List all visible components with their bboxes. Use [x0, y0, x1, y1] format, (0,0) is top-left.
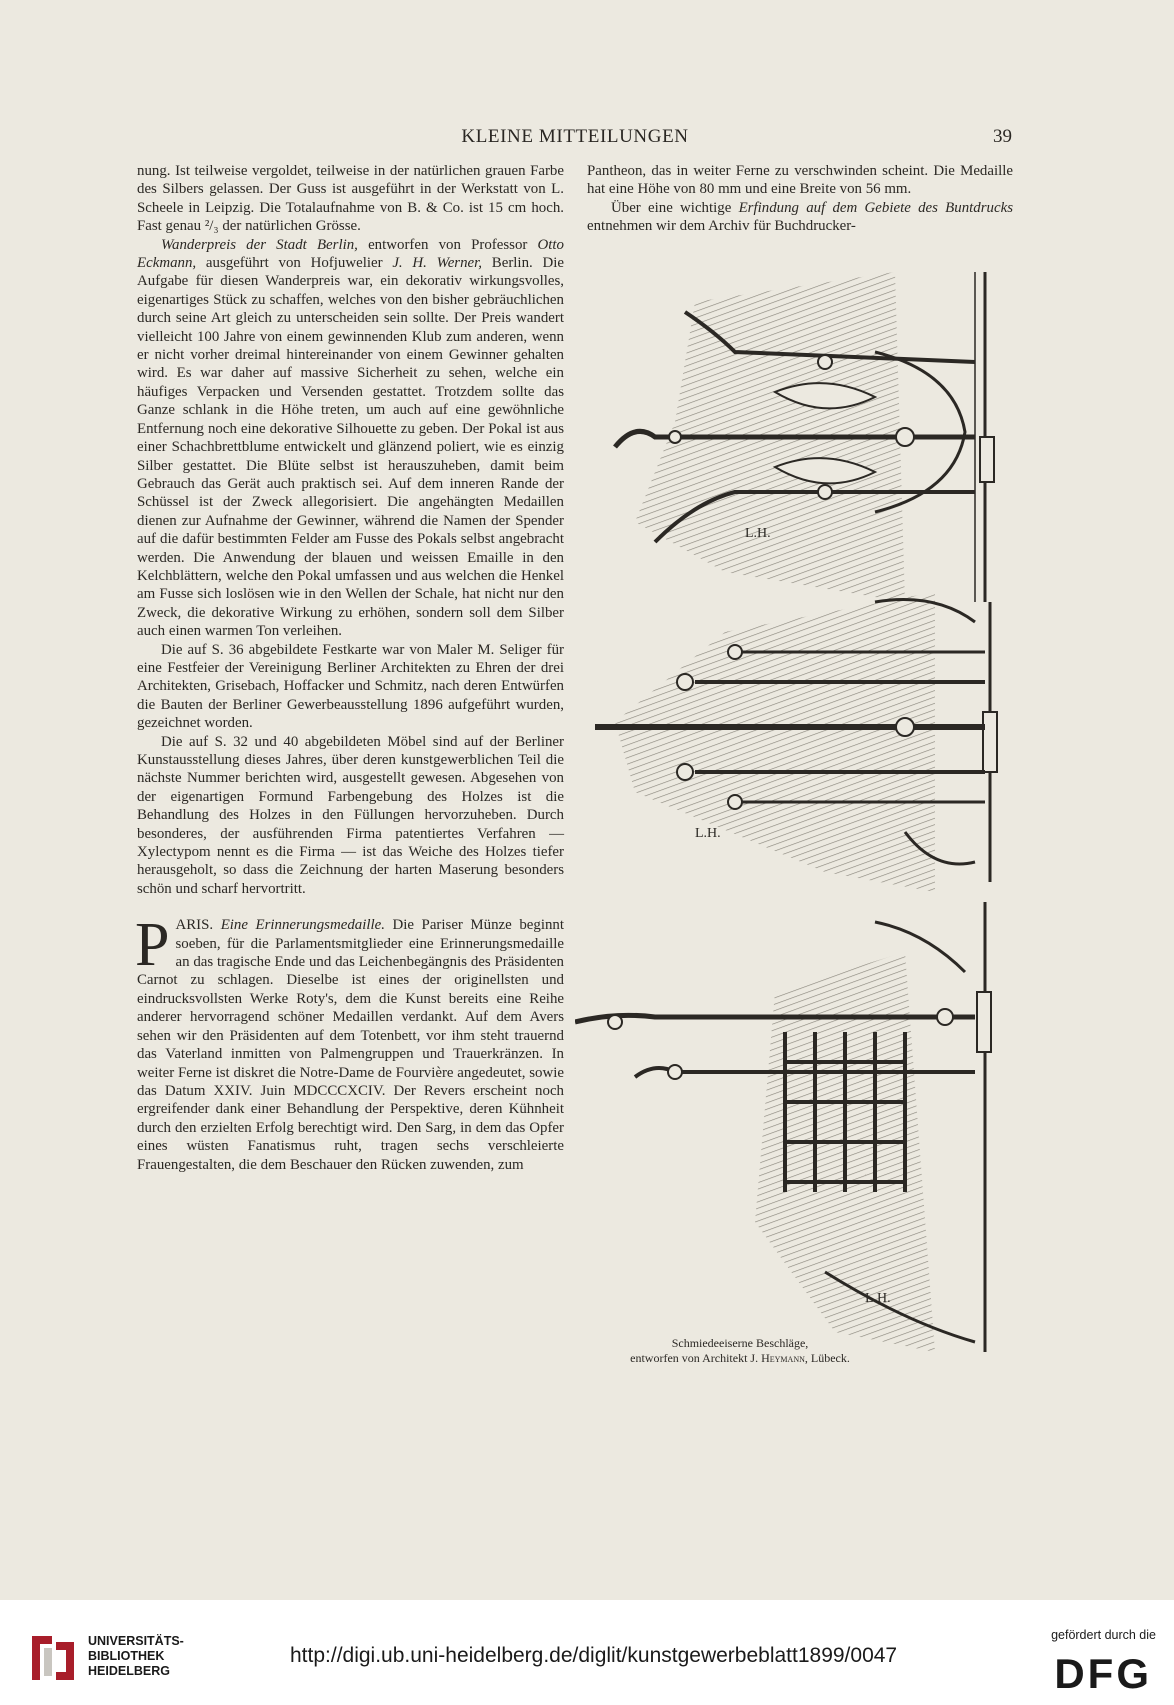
invention-title: Erfindung auf dem Gebiete des Buntdrucks — [738, 199, 1013, 216]
library-line-2: BIBLIOTHEK — [88, 1649, 165, 1663]
hinge-2 — [595, 592, 997, 892]
university-library-logo-icon — [28, 1632, 78, 1684]
figure-caption — [575, 1336, 905, 1366]
caption-line-1: Schmiedeeiserne Beschläge, — [671, 1336, 809, 1350]
text-span: Die Pariser Münze beginnt soeben, für die Parlamentsmitglieder eine Erinnerungsmedaille an das tragische Ende und das Leichenbegängnis des Präsidenten Carnot zu schlagen. Dieselbe ist eines der originellsten und eindrucksvollsten Werke Roty's, dem die Kunst bereits eine Reihe anderer hervorragend schöner Medaillen verdankt. Auf dem Avers sehen wir den Präsidenten auf dem Totenbett, vor ihm steht trauernd das Vaterland inmitten von Palmengruppen und Trauerkränzen. In weiter Ferne ist diskret die Notre-Dame de Fourvière angedeutet, sowie das Datum XXIV. Juin MDCCCXCIV. Der Revers erscheint noch ergreifender dank einer Behandlung der Perspektive, deren Kühnheit durch den erzielten Erfolg berechtigt wird. Den Sarg, in dem das Opfer eines wüsten Fanatismus ruht, tragen sechs verschleierte Frauengestalten, die dem Beschauer den Rücken zuwenden, zum — [137, 917, 564, 1173]
running-header — [130, 126, 1020, 152]
svg-text:L.H.: L.H. — [865, 1291, 891, 1306]
text-span: entnehmen wir dem Archiv für Buchdrucker- — [587, 218, 856, 235]
designer-name: Otto Eckmann, — [137, 236, 564, 272]
paragraph-festkarte: Die auf S. 36 abgebildete Festkarte war von Maler M. Seliger für eine Festfeier der Vereinigung Berliner Architekten zu Ehren der drei Architekten, Grisebach, Hoffacker und Schmitz, nach deren Entwürfen die Bauten der Berliner Gewerbeausstellung 1896 aufgeführt wurden, gezeichnet worden. — [137, 641, 564, 732]
text-span: Über eine wichtige — [611, 199, 739, 216]
paris-heading: ARIS. — [175, 917, 214, 934]
drop-cap: P — [135, 911, 170, 980]
text-span: Berlin. Die Aufgabe für diesen Wanderpreis war, ein dekorativ wirkungsvolles, eigenartiges Stück zu schaffen, welches von den bisher gebräuchlichen durch seine Art gleich zu unterscheiden sein sollte. Der Preis wandert vielleicht 100 Jahre von einem gewinnenden Klub zum anderen, wenn er nicht vorher dreimal hintereinander von einem Gewinner gehalten wird. Es war daher auf massive Sicherheit zu sehen, welche ein häufiges Verpacken und Versenden gestattet. Trotzdem sollte das Ganze schlank in die Höhe treten, um auch auf eine gewöhnliche Entfernung noch eine dekorative Silhouette zu geben. Der Pokal ist aus einer Schachbrettblume entwickelt und glänzend poliert, wie es einzig Silber gestattet. Die Blüte selbst ist herauszuheben, damit beim Gebrauch das Gerät auch praktisch sei. Auf dem inneren Rande der Schüssel ist der Zweck allegorisiert. Die angehängten Medaillen dienen zur Aufnahme der Gewinner, während die Namen der Spender auf die dafür bestimmten Felder am Fusse des Pokals selbst angebracht werden. Die Anwendung der blauen und weissen Emaille in den Kelchblättern, welche den Pokal umfassen und aus welchen die Henkel am Fusse sich loslösen wie in den Wellen der Schale, hat nicht nur den Zweck, die dekorative Wirkung zu erhöhen, sondern soll dem Silber auch einen warmen Ton verleihen. — [137, 255, 564, 640]
text-span: ausgeführt von Hofjuwelier — [196, 255, 393, 272]
funded-by-label: gefördert durch die — [1051, 1628, 1156, 1642]
caption-line-2 — [575, 1351, 905, 1366]
footer-bar — [0, 1600, 1174, 1705]
paragraph-paris-medal — [135, 911, 564, 1174]
library-line-3: HEIDELBERG — [88, 1664, 170, 1678]
paragraph-silver-cup: nung. Ist teilweise vergoldet, teilweise in der natürlichen grauen Farbe des Silbers gelassen. Der Guss ist ausgeführt in der Werkstatt von L. Scheele in Leipzig. Die Totalaufnahme von B. & Co. ist 15 cm hoch. Fast genau ²/₃ der natürlichen Grösse. — [137, 163, 564, 235]
wanderpreis-title: Wanderpreis der Stadt Berlin, — [161, 236, 358, 253]
svg-text:L.H.: L.H. — [695, 826, 721, 841]
library-name — [88, 1634, 184, 1679]
dfg-logo: DFG — [1054, 1650, 1152, 1697]
hinge-3 — [575, 902, 991, 1352]
left-column — [137, 162, 564, 1174]
hinge-illustration — [575, 272, 1025, 1377]
paragraph-wanderpreis — [137, 236, 564, 641]
paragraph-buntdruck — [587, 199, 1013, 236]
permalink-url[interactable]: http://digi.ub.uni-heidelberg.de/diglit/kunstgewerbeblatt1899/0047 — [290, 1644, 898, 1667]
paragraph-moebel: Die auf S. 32 und 40 abgebildeten Möbel sind auf der Berliner Kunstausstellung dieses Jahres, über deren kunstgewerblichen Teil die nächste Nummer berichten wird, ausgestellt gewesen. Abgesehen von der eigenartigen Formund Farbengebung des Holzes ist die Behandlung des Holzes in den Füllungen hervorzuheben. Durch besonderes, der ausführenden Firma patentiertes Verfahren — Xylectypom nennt es die Firma — ist das Weiche des Holzes tiefer herausgeholt, so dass die Zeichnung der harten Maserung besonders schön und scharf hervortritt. — [137, 733, 564, 897]
text-span: entworfen von Architekt J. — [630, 1351, 762, 1365]
right-column — [587, 162, 1013, 236]
svg-text:L.H.: L.H. — [745, 526, 771, 541]
architect-name: Heymann — [761, 1351, 805, 1365]
hinge-1 — [615, 272, 994, 602]
library-line-1: UNIVERSITÄTS- — [88, 1634, 184, 1648]
paragraph-pantheon: Pantheon, das in weiter Ferne zu verschwinden scheint. Die Medaille hat eine Höhe von 80 mm und eine Breite von 56 mm. — [587, 163, 1013, 198]
page-number: 39 — [993, 126, 1012, 147]
maker-name: J. H. Werner, — [392, 255, 483, 272]
wrought-iron-hinges-drawing — [575, 272, 1025, 1377]
medal-title: Eine Erinnerungsmedaille. — [220, 917, 385, 934]
text-span: , Lübeck. — [804, 1351, 850, 1365]
section-title: KLEINE MITTEILUNGEN — [461, 126, 689, 147]
text-span: entworfen von Professor — [357, 236, 538, 253]
